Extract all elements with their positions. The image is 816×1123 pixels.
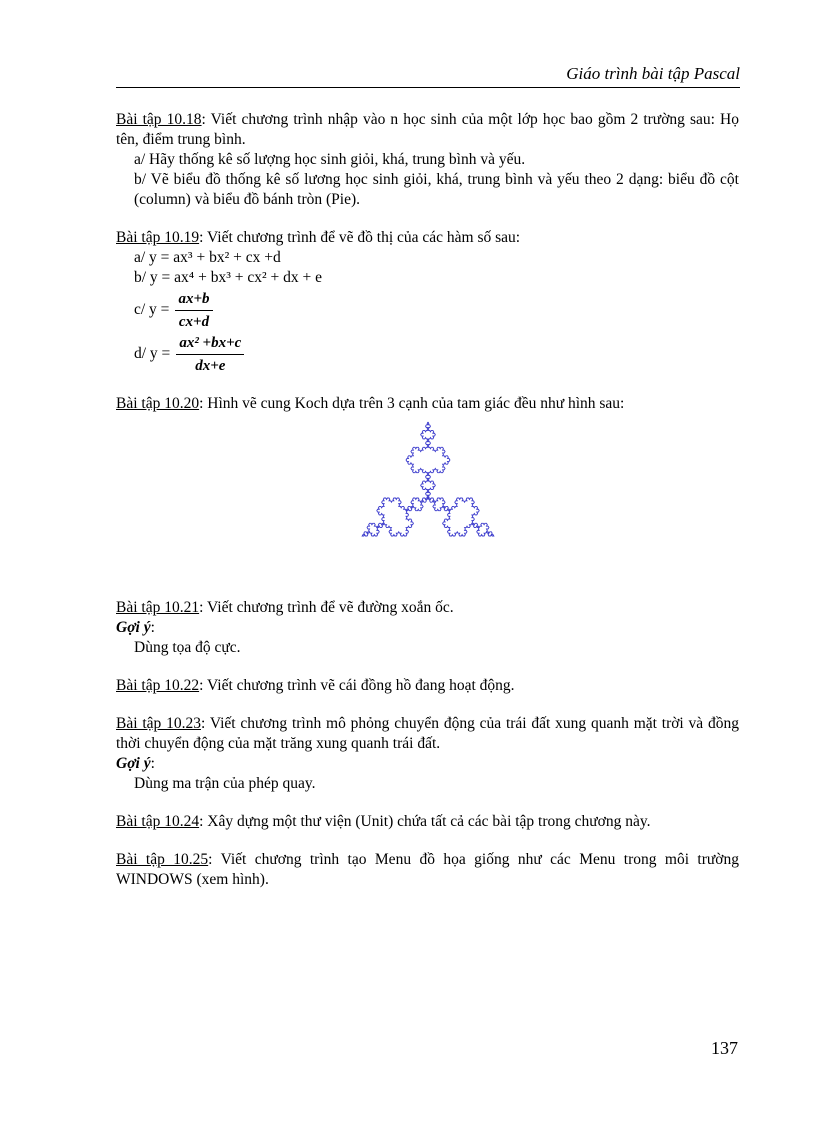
header-title: Giáo trình bài tập Pascal bbox=[566, 64, 740, 83]
exercise-10-21: Bài tập 10.21: Viết chương trình để vẽ đường xoắn ốc. Gợi ý: Dùng tọa độ cực. bbox=[116, 598, 739, 658]
exercise-text: : Viết chương trình nhập vào n học sinh của một lớp học bao gồm 2 trường sau: Họ tên, điểm trung bình. bbox=[116, 111, 739, 148]
exercise-text: : Viết chương trình mô phỏng chuyển động của trái đất xung quanh mặt trời và đồng thời chuyển động của mặt trăng xung quanh trái đất. bbox=[116, 715, 740, 752]
exercise-label: Bài tập 10.25 bbox=[116, 851, 209, 868]
exercise-label: Bài tập 10.18 bbox=[116, 111, 202, 128]
page-content bbox=[116, 110, 739, 908]
exercise-10-19 bbox=[116, 228, 739, 376]
exercise-label: Bài tập 10.24 bbox=[116, 813, 200, 830]
exercise-text: : Viết chương trình tạo Menu đồ họa giống như các Menu trong môi trường WINDOWS (xem hình). bbox=[116, 851, 739, 888]
formula-c bbox=[116, 288, 739, 332]
numerator: ax+b bbox=[175, 289, 212, 311]
numerator: ax² +bx+c bbox=[176, 333, 244, 355]
fraction bbox=[175, 289, 212, 332]
exercise-text: : Viết chương trình để vẽ đường xoắn ốc. bbox=[199, 599, 454, 616]
exercise-label: Bài tập 10.22 bbox=[116, 677, 200, 694]
hint-text: Dùng ma trận của phép quay. bbox=[134, 775, 316, 792]
formula-d bbox=[116, 332, 739, 376]
koch-snowflake-image bbox=[343, 418, 513, 578]
exercise-text: : Viết chương trình vẽ cái đồng hồ đang hoạt động. bbox=[199, 677, 515, 694]
fraction bbox=[176, 333, 244, 376]
hint-label: Gợi ý bbox=[116, 619, 151, 636]
exercise-item: a/ Hãy thống kê số lượng học sinh giỏi, khá, trung bình và yếu. bbox=[134, 151, 526, 168]
exercise-10-25 bbox=[116, 850, 739, 890]
hint-text: Dùng tọa độ cực. bbox=[134, 639, 241, 656]
koch-curve bbox=[362, 422, 494, 536]
header-rule bbox=[116, 87, 740, 88]
exercise-text: : Viết chương trình để vẽ đồ thị của các hàm số sau: bbox=[199, 229, 521, 246]
formula-prefix: d/ y = bbox=[134, 345, 171, 362]
exercise-text: : Hình vẽ cung Koch dựa trên 3 cạnh của tam giác đều như hình sau: bbox=[199, 395, 625, 412]
exercise-label: Bài tập 10.23 bbox=[116, 715, 201, 732]
formula-b: b/ y = ax⁴ + bx³ + cx² + dx + e bbox=[134, 269, 322, 286]
exercise-10-18 bbox=[116, 110, 739, 210]
exercise-10-20 bbox=[116, 394, 739, 414]
formula-a: a/ y = ax³ + bx² + cx +d bbox=[134, 249, 281, 266]
exercise-item: b/ Vẽ biểu đồ thống kê số lương học sinh giỏi, khá, trung bình và yếu theo 2 dạng: biểu đồ cột (column) và biểu đồ bánh tròn (Pie). bbox=[134, 171, 739, 208]
exercise-10-23: Bài tập 10.23: Viết chương trình mô phỏng chuyển động của trái đất xung quanh mặt trời và đồng thời chuyển động của mặt trăng xung quanh trái đất. Gợi ý: Dùng ma trận của phép quay. bbox=[116, 715, 740, 792]
exercise-10-22 bbox=[116, 676, 739, 696]
exercise-label: Bài tập 10.21 bbox=[116, 599, 200, 616]
denominator: cx+d bbox=[178, 313, 210, 330]
denominator: dx+e bbox=[195, 357, 226, 374]
koch-figure bbox=[116, 418, 739, 578]
hint-label: Gợi ý bbox=[116, 755, 151, 772]
exercise-label: Bài tập 10.19 bbox=[116, 229, 200, 246]
exercise-10-24 bbox=[116, 812, 739, 832]
page-number: 137 bbox=[711, 1038, 738, 1058]
exercise-label: Bài tập 10.20 bbox=[116, 395, 200, 412]
exercise-text: : Xây dựng một thư viện (Unit) chứa tất cả các bài tập trong chương này. bbox=[199, 813, 651, 830]
formula-prefix: c/ y = bbox=[134, 301, 170, 318]
